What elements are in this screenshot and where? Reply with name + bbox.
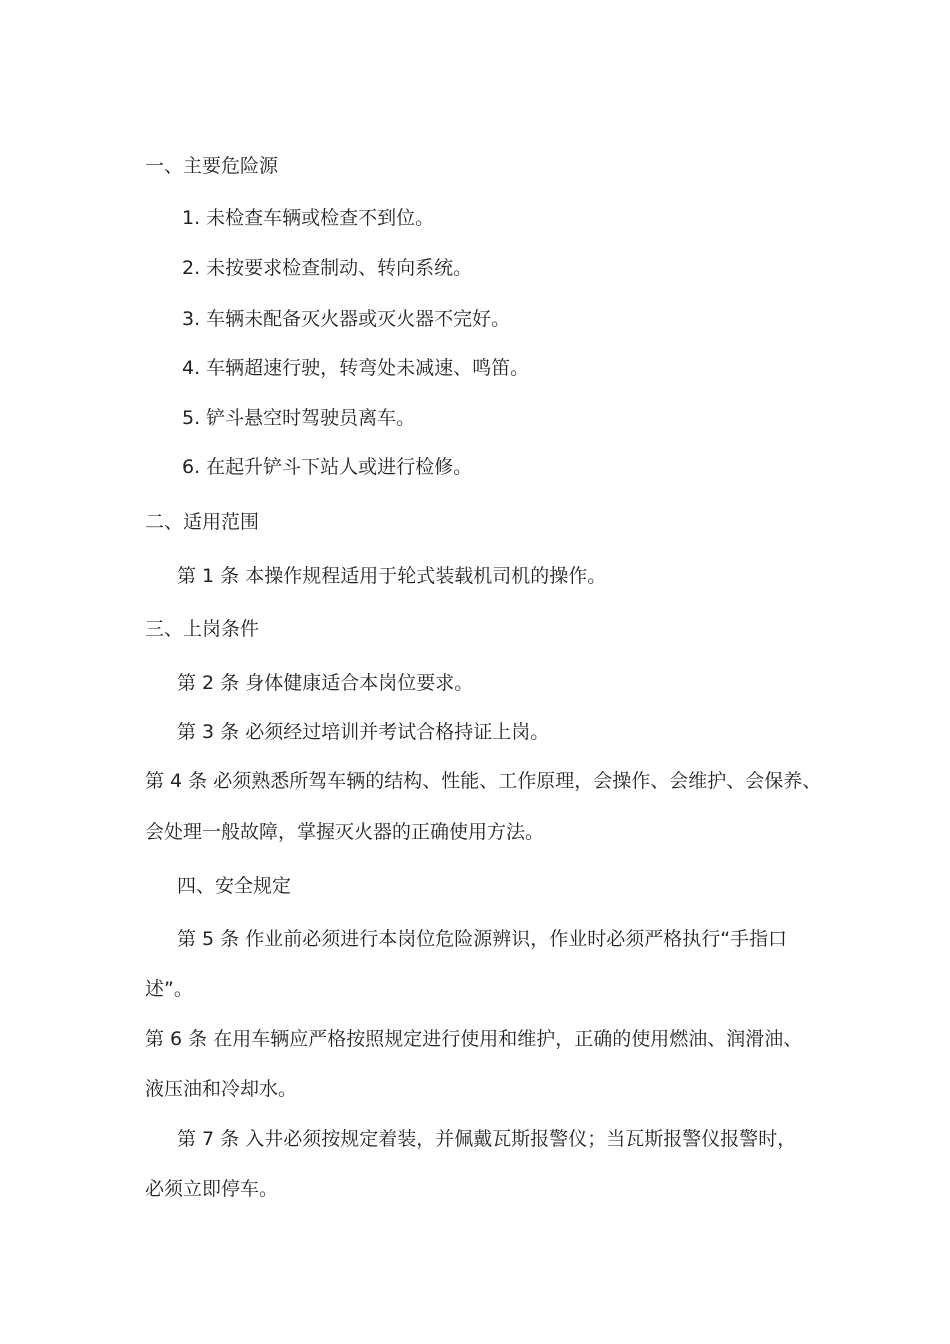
hazard-item-1: 1. 未检查车辆或检查不到位。 — [182, 207, 435, 229]
article-6-line-2: 液压油和冷却水。 — [145, 1078, 298, 1100]
hazard-item-4: 4. 车辆超速行驶，转弯处未减速、鸣笛。 — [182, 357, 530, 379]
hazard-item-3: 3. 车辆未配备灭火器或灭火器不完好。 — [182, 308, 511, 330]
article-5-line-1: 第 5 条 作业前必须进行本岗位危险源辨识，作业时必须严格执行“手指口 — [177, 928, 788, 950]
article-1: 第 1 条 本操作规程适用于轮式装载机司机的操作。 — [177, 565, 607, 587]
article-3: 第 3 条 必须经过培训并考试合格持证上岗。 — [177, 721, 550, 743]
section-heading-hazards: 一、主要危险源 — [145, 155, 279, 177]
article-7-line-1: 第 7 条 入井必须按规定着装，并佩戴瓦斯报警仪；当瓦斯报警仪报警时， — [177, 1128, 797, 1150]
section-heading-scope: 二、适用范围 — [145, 511, 260, 533]
article-4-line-2: 会处理一般故障，掌握灭火器的正确使用方法。 — [145, 821, 545, 843]
hazard-item-2: 2. 未按要求检查制动、转向系统。 — [182, 257, 473, 279]
section-heading-safety: 四、安全规定 — [177, 875, 292, 897]
article-6-line-1: 第 6 条 在用车辆应严格按照规定进行使用和维护，正确的使用燃油、润滑油、 — [145, 1028, 803, 1050]
hazard-item-6: 6. 在起升铲斗下站人或进行检修。 — [182, 456, 473, 478]
section-heading-qualifications: 三、上岗条件 — [145, 618, 260, 640]
article-5-line-2: 述”。 — [145, 978, 193, 1000]
article-7-line-2: 必须立即停车。 — [145, 1178, 279, 1200]
article-2: 第 2 条 身体健康适合本岗位要求。 — [177, 672, 474, 694]
article-4-line-1: 第 4 条 必须熟悉所驾车辆的结构、性能、工作原理，会操作、会维护、会保养、 — [145, 770, 822, 792]
hazard-item-5: 5. 铲斗悬空时驾驶员离车。 — [182, 407, 416, 429]
